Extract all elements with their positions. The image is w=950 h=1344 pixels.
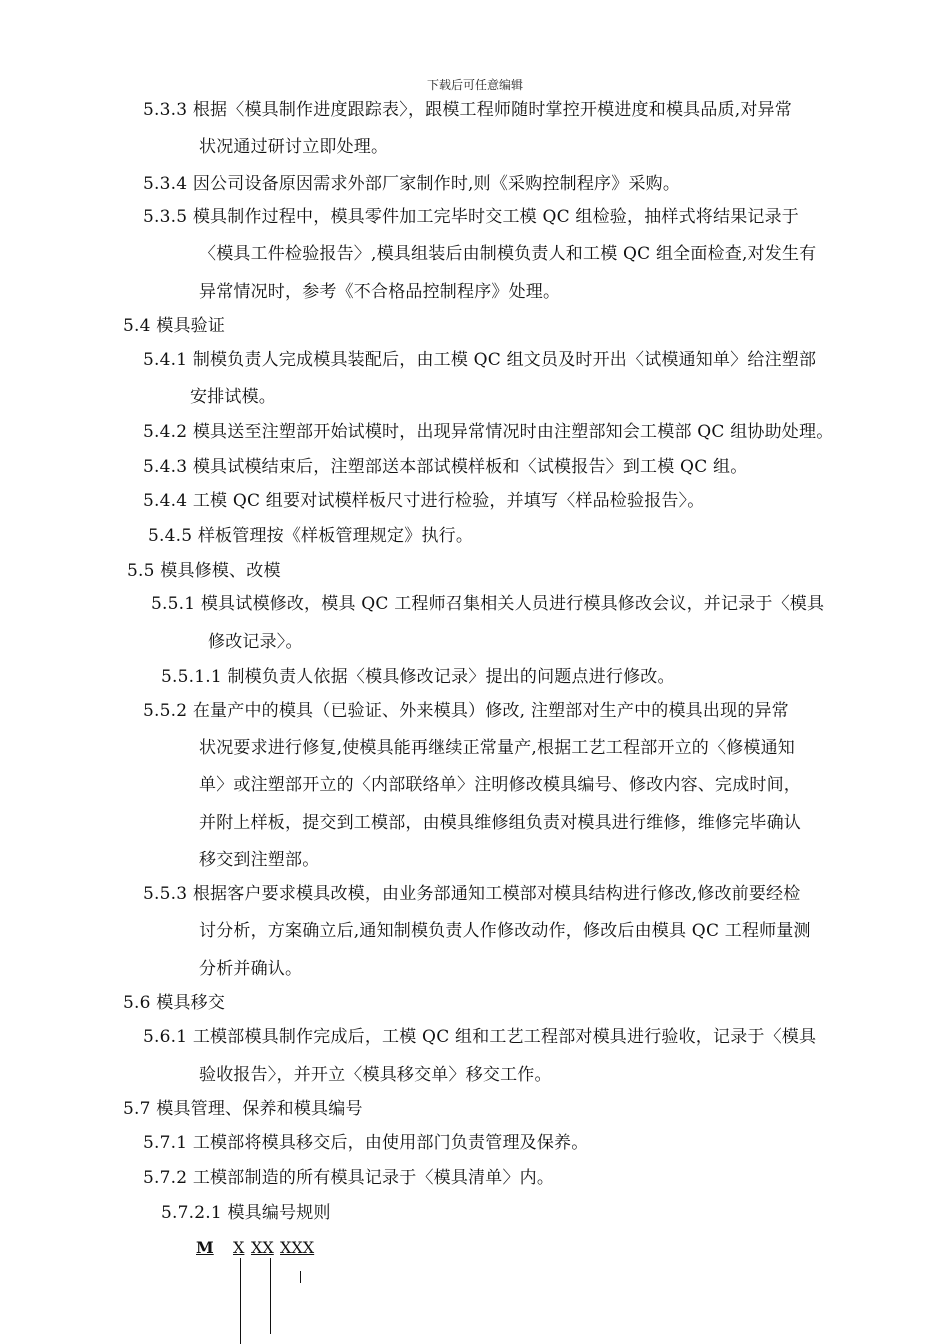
text-line: 5.5.2 在量产中的模具（已验证、外来模具）修改, 注塑部对生产中的模具出现的异常	[143, 701, 789, 721]
code-segment-x: X	[233, 1238, 245, 1257]
section-heading: 5.6 模具移交	[123, 993, 226, 1013]
text-line: 5.6.1 工模部模具制作完成后，工模 QC 组和工艺工程部对模具进行验收，记录于〈模具	[143, 1027, 817, 1047]
text-line: 5.4.3 模具试模结束后，注塑部送本部试模样板和〈试模报告〉到工模 QC 组。	[143, 457, 748, 477]
code-connector-line	[270, 1258, 271, 1334]
text-line: 单〉或注塑部开立的〈内部联络单〉注明修改模具编号、修改内容、完成时间，	[199, 775, 801, 795]
text-line: 安排试模。	[190, 387, 276, 407]
text-line: 异常情况时，参考《不合格品控制程序》处理。	[199, 282, 561, 302]
code-segment-m: M	[196, 1238, 214, 1257]
code-connector-line	[240, 1258, 241, 1344]
text-line: 5.4.4 工模 QC 组要对试模样板尺寸进行检验，并填写〈样品检验报告〉。	[143, 491, 705, 511]
text-line: 5.3.4 因公司设备原因需求外部厂家制作时,则《采购控制程序》采购。	[143, 174, 681, 194]
text-line: 5.3.5 模具制作过程中，模具零件加工完毕时交工模 QC 组检验，抽样式将结果记录于	[143, 207, 800, 227]
section-heading: 5.4 模具验证	[123, 316, 226, 336]
page-header-note: 下载后可任意编辑	[426, 78, 523, 92]
code-segment-xx: XX	[251, 1238, 274, 1257]
text-line: 状况要求进行修复,使模具能再继续正常量产,根据工艺工程部开立的〈修模通知	[199, 738, 796, 758]
text-line: 5.5.3 根据客户要求模具改模，由业务部通知工模部对模具结构进行修改,修改前要经检	[143, 884, 801, 904]
text-line: 移交到注塑部。	[199, 850, 320, 870]
code-segment-xxx: XXX	[280, 1238, 315, 1257]
code-connector-line	[300, 1271, 301, 1283]
text-line: 5.3.3 根据〈模具制作进度跟踪表〉，跟模工程师随时掌控开模进度和模具品质,对异常	[143, 100, 792, 120]
text-line: 5.4.2 模具送至注塑部开始试模时，出现异常情况时由注塑部知会工模部 QC 组协助处理。	[143, 422, 834, 442]
text-line: 状况通过研讨立即处理。	[199, 137, 389, 157]
section-heading: 5.7 模具管理、保养和模具编号	[123, 1099, 363, 1119]
text-line: 修改记录〉。	[208, 632, 303, 652]
text-line: 5.7.2.1 模具编号规则	[161, 1203, 331, 1223]
text-line: 5.7.2 工模部制造的所有模具记录于〈模具清单〉内。	[143, 1168, 555, 1188]
text-line: 5.5.1 模具试模修改，模具 QC 工程师召集相关人员进行模具修改会议，并记录于〈模具	[151, 594, 825, 614]
text-line: 讨分析，方案确立后,通知制模负责人作修改动作，修改后由模具 QC 工程师量测	[199, 921, 811, 941]
section-heading: 5.5 模具修模、改模	[127, 561, 281, 581]
text-line: 5.4.5 样板管理按《样板管理规定》执行。	[148, 526, 474, 546]
text-line: 5.5.1.1 制模负责人依据〈模具修改记录〉提出的问题点进行修改。	[161, 667, 675, 687]
text-line: 5.4.1 制模负责人完成模具装配后，由工模 QC 组文员及时开出〈试模通知单〉给注塑部	[143, 350, 817, 370]
text-line: 分析并确认。	[199, 959, 303, 979]
text-line: 验收报告〉，并开立〈模具移交单〉移交工作。	[199, 1065, 552, 1085]
text-line: 5.7.1 工模部将模具移交后，由使用部门负责管理及保养。	[143, 1133, 589, 1153]
text-line: 并附上样板，提交到工模部，由模具维修组负责对模具进行维修，维修完毕确认	[199, 813, 801, 833]
text-line: 〈模具工件检验报告〉,模具组装后由制模负责人和工模 QC 组全面检查,对发生有	[199, 244, 817, 264]
